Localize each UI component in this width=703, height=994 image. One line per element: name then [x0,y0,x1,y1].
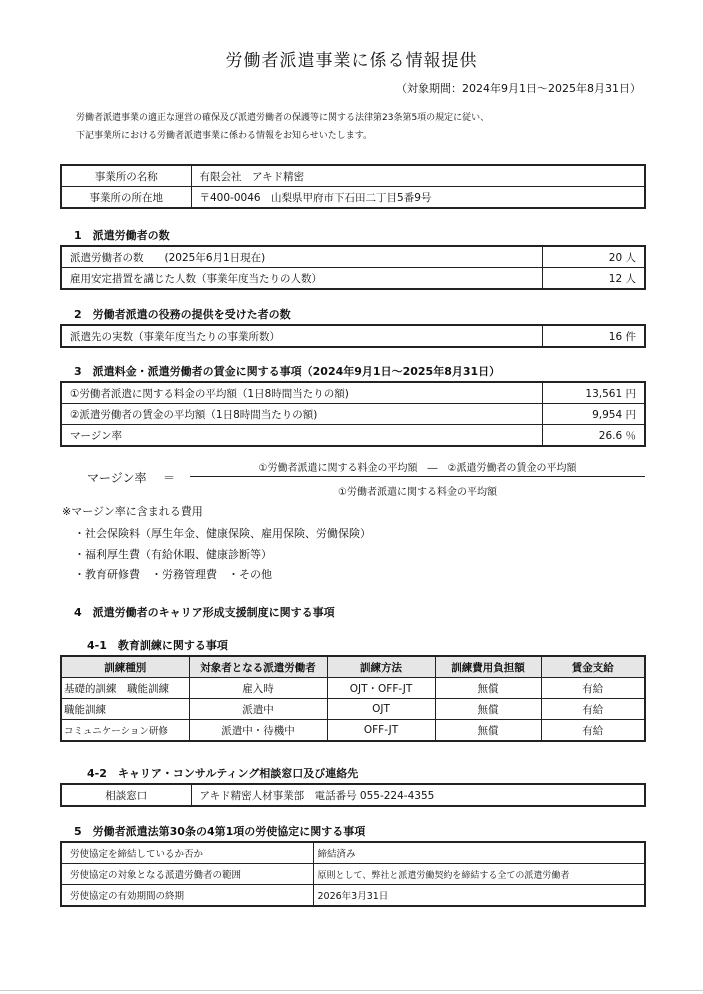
page-bottom-edge [0,990,703,991]
office-table [60,164,646,209]
margin-note-item: ・福利厚生費（有給休暇、健康診断等） [74,548,272,561]
table-row [61,720,645,742]
column-header: 訓練種別 [61,656,189,678]
table-cell: 雇入時 [189,678,327,699]
target-period: （対象期間：2024年9月1日～2025年8月31日） [396,82,641,95]
table-cell: 有給 [541,678,645,699]
dispatched-workers-value: 20 人 [542,246,645,268]
intro-line: 労働者派遣事業の適正な運営の確保及び派遣労働者の保護等に関する法律第23条第5項の規定に従い、 [76,113,490,123]
section-4-heading: 4 派遣労働者のキャリア形成支援制度に関する事項 [74,606,335,619]
agreement-concluded-value: 締結済み [313,842,645,864]
table-row [61,325,645,347]
section-4-2-heading: 4-2 キャリア・コンサルティング相談窓口及び連絡先 [87,767,359,780]
formula-label: マージン率 [87,471,147,485]
labor-agreement-table [60,841,646,907]
training-table [60,655,646,742]
avg-fee-label: ①労働者派遣に関する料金の平均額（1日8時間当たりの額) [61,382,542,404]
table-cell: OJT・OFF-JT [327,678,435,699]
column-header: 対象者となる派遣労働者 [189,656,327,678]
table-cell: OJT [327,699,435,720]
office-name-value: 有限会社 アキド精密 [191,165,645,187]
section-4-1-heading: 4-1 教育訓練に関する事項 [87,639,228,652]
table-row [61,885,645,907]
table-row [61,165,645,187]
table-header-row [61,656,645,678]
fraction-line [190,476,645,477]
table-row [61,699,645,720]
margin-notes-title: ※マージン率に含まれる費用 [62,505,203,518]
intro-text [76,109,489,145]
table-row [61,678,645,699]
table-cell: 職能訓練 [61,699,189,720]
page-title: 労働者派遣事業に係る情報提供 [225,51,478,71]
section-3-table [60,381,646,447]
contact-label: 相談窓口 [61,784,191,806]
table-cell: OFF-JT [327,720,435,742]
formula-numerator: ①労働者派遣に関する料金の平均額 ― ②派遣労働者の賃金の平均額 [258,463,577,474]
formula-equals: ＝ [163,471,176,485]
agreement-expiry-value: 2026年3月31日 [313,885,645,907]
table-row [61,187,645,209]
office-address-value: 〒400-0046 山梨県甲府市下石田二丁目5番9号 [191,187,645,209]
formula-denominator: ①労働者派遣に関する料金の平均額 [338,487,497,498]
dispatched-workers-label: 派遣労働者の数 (2025年6月1日現在) [61,246,542,268]
section-3-heading: 3 派遣料金・派遣労働者の賃金に関する事項（2024年9月1日～2025年8月31日） [74,365,501,378]
table-row [61,425,645,447]
table-row [61,404,645,425]
section-5-heading: 5 労働者派遣法第30条の4第1項の労使協定に関する事項 [74,825,366,838]
agreement-expiry-label: 労使協定の有効期間の終期 [61,885,313,907]
avg-fee-value: 13,561 円 [542,382,645,404]
agreement-concluded-label: 労使協定を締結しているか否か [61,842,313,864]
client-count-label: 派遣先の実数（事業年度当たりの事業所数） [61,325,542,347]
section-1-table [60,245,646,290]
table-row [61,246,645,268]
table-row [61,842,645,864]
margin-rate-value: 26.6 ％ [542,425,645,447]
section-2-heading: 2 労働者派遣の役務の提供を受けた者の数 [74,308,291,321]
avg-wage-label: ②派遣労働者の賃金の平均額（1日8時間当たりの額) [61,404,542,425]
client-count-value: 16 件 [542,325,645,347]
table-cell: 無償 [435,720,541,742]
office-name-label: 事業所の名称 [61,165,191,187]
section-2-table [60,324,646,348]
table-row [61,382,645,404]
employment-stability-value: 12 人 [542,268,645,290]
table-row [61,784,645,806]
table-cell: 有給 [541,720,645,742]
table-row [61,864,645,885]
consultation-table [60,783,646,807]
table-row [61,268,645,290]
column-header: 賃金支給 [541,656,645,678]
agreement-scope-label: 労使協定の対象となる派遣労働者の範囲 [61,864,313,885]
office-address-label: 事業所の所在地 [61,187,191,209]
table-cell: コミュニケーション研修 [61,720,189,742]
table-cell: 派遣中・待機中 [189,720,327,742]
employment-stability-label: 雇用安定措置を講じた人数（事業年度当たりの人数） [61,268,542,290]
contact-value: アキド精密人材事業部 電話番号 055-224-4355 [191,784,645,806]
section-1-heading: 1 派遣労働者の数 [74,229,170,242]
table-cell: 派遣中 [189,699,327,720]
margin-rate-label: マージン率 [61,425,542,447]
avg-wage-value: 9,954 円 [542,404,645,425]
table-cell: 無償 [435,678,541,699]
column-header: 訓練方法 [327,656,435,678]
table-cell: 有給 [541,699,645,720]
intro-line: 下記事業所における労働者派遣事業に係わる情報をお知らせいたします。 [76,131,373,141]
column-header: 訓練費用負担額 [435,656,541,678]
table-cell: 基礎的訓練 職能訓練 [61,678,189,699]
table-cell: 無償 [435,699,541,720]
margin-note-item: ・教育研修費 ・労務管理費 ・その他 [74,568,272,581]
margin-note-item: ・社会保険料（厚生年金、健康保険、雇用保険、労働保険） [74,527,371,540]
agreement-scope-value: 原則として、弊社と派遣労働契約を締結する全ての派遣労働者 [313,864,645,885]
